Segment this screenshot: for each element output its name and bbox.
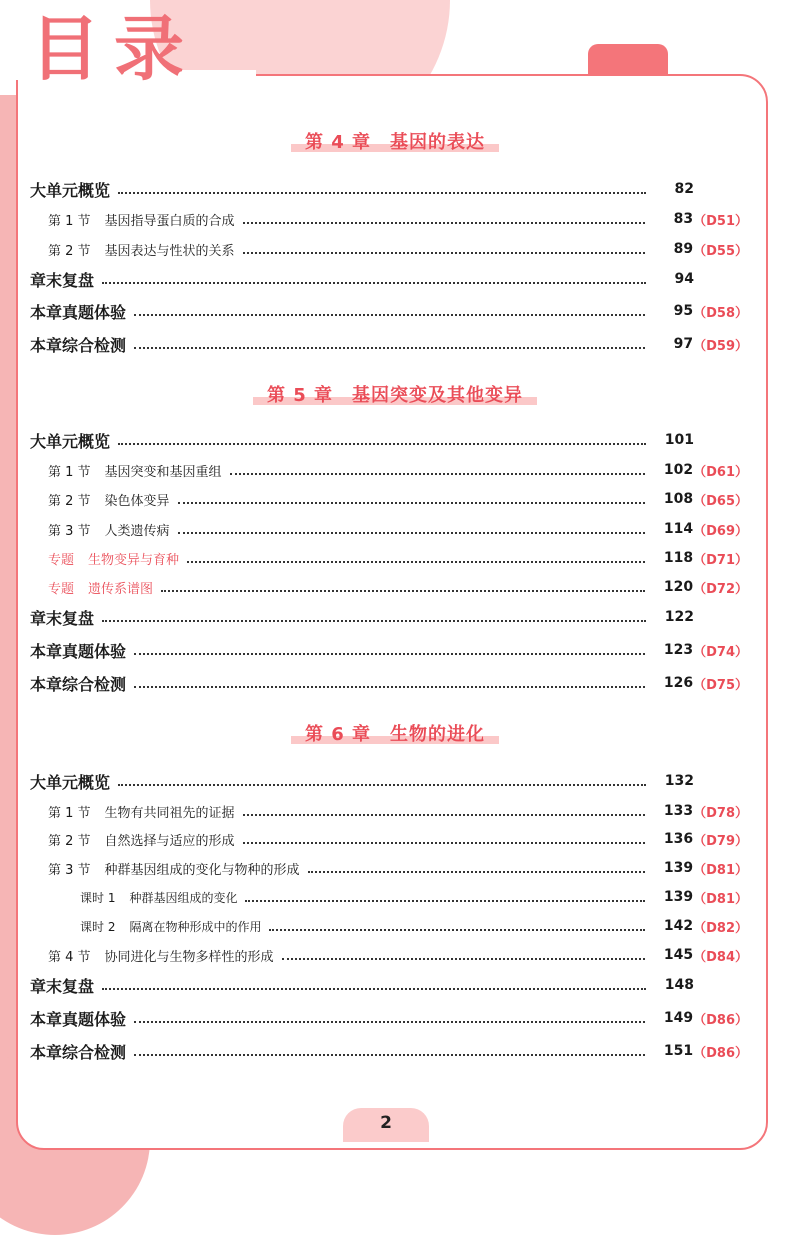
page-ref: 108 <box>663 491 694 507</box>
section-title: 章末复盘 <box>30 270 95 290</box>
dot-leader <box>134 314 645 316</box>
page-ref: 101 <box>664 432 694 448</box>
section-title: 遗传系谱图 <box>88 581 154 597</box>
toc-entry[interactable] <box>30 1005 748 1031</box>
answer-page-ref: （D78） <box>693 805 748 821</box>
toc-entry-label <box>30 946 274 965</box>
section-title: 协同进化与生物多样性的形成 <box>104 949 274 965</box>
toc-entry[interactable] <box>30 637 748 663</box>
page-ref: 122 <box>664 609 694 625</box>
toc-entry[interactable] <box>30 798 748 824</box>
toc-entry-label <box>30 490 170 509</box>
section-title: 章末复盘 <box>30 608 95 628</box>
page-ref: 94 <box>674 271 694 287</box>
answer-page-ref: （D81） <box>693 862 748 878</box>
dot-leader <box>134 1054 645 1056</box>
chapter-title <box>0 132 790 153</box>
toc-entry-label <box>30 300 126 323</box>
answer-page-ref: （D86） <box>693 1045 748 1061</box>
answer-page-ref: （D82） <box>693 920 748 936</box>
section-number: 第 1 节 <box>48 805 91 821</box>
section-number: 第 1 节 <box>48 213 91 229</box>
dot-leader <box>187 561 645 563</box>
toc-entry[interactable] <box>30 236 748 262</box>
toc-entry[interactable] <box>30 913 748 939</box>
answer-page-ref: （D79） <box>693 833 748 849</box>
toc-entry[interactable] <box>30 176 748 202</box>
answer-page-ref: （D55） <box>693 243 748 259</box>
toc-entry[interactable] <box>30 1038 748 1064</box>
section-title: 本章真题体验 <box>30 302 127 322</box>
section-title: 大单元概览 <box>30 431 111 451</box>
toc-entry-label <box>30 672 126 695</box>
dot-leader <box>161 590 645 592</box>
page-ref: 114 <box>663 521 694 537</box>
page-ref: 151 <box>663 1043 694 1059</box>
toc-entry-label <box>30 178 110 201</box>
toc-entry[interactable] <box>30 331 748 357</box>
toc-entry[interactable] <box>30 855 748 881</box>
section-title: 生物变异与育种 <box>88 552 180 568</box>
dot-leader <box>118 443 646 445</box>
dot-leader <box>134 686 645 688</box>
page-ref: 139 <box>663 889 694 905</box>
answer-page-ref: （D58） <box>693 305 748 321</box>
section-number: 专题 <box>48 552 75 568</box>
section-number: 第 2 节 <box>48 243 91 259</box>
section-title: 大单元概览 <box>30 180 111 200</box>
toc-entry[interactable] <box>30 574 748 600</box>
section-number: 课时 1 <box>80 890 116 905</box>
page-title: 目录 <box>30 8 198 90</box>
toc-entry-label <box>30 918 261 935</box>
toc-entry[interactable] <box>30 427 748 453</box>
toc-entry[interactable] <box>30 266 748 292</box>
toc-entry-label <box>30 1040 126 1063</box>
section-title: 本章真题体验 <box>30 1009 127 1029</box>
toc-entry-label <box>30 770 110 793</box>
chapter-title-text: 第 4 章 基因的表达 <box>291 134 499 152</box>
toc-entry-label <box>30 859 300 878</box>
dot-leader <box>102 988 646 990</box>
dot-leader <box>243 222 646 224</box>
dot-leader <box>102 282 646 284</box>
toc-entry-label <box>30 578 153 597</box>
answer-page-ref: （D69） <box>693 523 748 539</box>
answer-page-ref: （D75） <box>693 677 748 693</box>
dot-leader <box>245 900 645 902</box>
section-number: 第 4 节 <box>48 949 91 965</box>
toc-entry[interactable] <box>30 457 748 483</box>
page-ref: 145 <box>663 947 694 963</box>
page-ref: 139 <box>663 860 694 876</box>
dot-leader <box>134 347 645 349</box>
toc-entry-label <box>30 549 179 568</box>
dot-leader <box>308 871 646 873</box>
answer-page-ref: （D71） <box>693 552 748 568</box>
chapter-title <box>0 385 790 406</box>
section-title: 章末复盘 <box>30 976 95 996</box>
section-title: 本章综合检测 <box>30 1042 127 1062</box>
section-title: 人类遗传病 <box>104 523 170 539</box>
answer-page-ref: （D61） <box>693 464 748 480</box>
toc-entry[interactable] <box>30 942 748 968</box>
toc-entry-label <box>30 974 94 997</box>
page-ref: 133 <box>663 803 694 819</box>
toc-entry-label <box>30 1007 126 1030</box>
toc-entry-label <box>30 830 235 849</box>
section-title: 自然选择与适应的形成 <box>104 833 235 849</box>
page-ref: 136 <box>663 831 694 847</box>
toc-entry-label <box>30 210 235 229</box>
section-title: 染色体变异 <box>104 493 170 509</box>
toc-entry[interactable] <box>30 486 748 512</box>
section-title: 种群基因组成的变化与物种的形成 <box>104 862 300 878</box>
answer-page-ref: （D59） <box>693 338 748 354</box>
toc-entry[interactable] <box>30 972 748 998</box>
toc-entry[interactable] <box>30 206 748 232</box>
toc-entry[interactable] <box>30 826 748 852</box>
page-ref: 118 <box>663 550 694 566</box>
answer-page-ref: （D81） <box>693 891 748 907</box>
section-number: 第 1 节 <box>48 464 91 480</box>
chapter-title <box>0 724 790 745</box>
toc-entry-label <box>30 333 126 356</box>
toc-entry-label <box>30 461 222 480</box>
page-ref: 83 <box>673 211 694 227</box>
toc-entry[interactable] <box>30 670 748 696</box>
chapter-title-text: 第 6 章 生物的进化 <box>291 726 499 744</box>
toc-entry-label <box>30 240 235 259</box>
section-title: 基因指导蛋白质的合成 <box>104 213 235 229</box>
dot-leader <box>118 784 646 786</box>
section-title: 种群基因组成的变化 <box>129 890 238 905</box>
section-number: 专题 <box>48 581 75 597</box>
toc-entry[interactable] <box>30 768 748 794</box>
page-number: 2 <box>380 1113 392 1133</box>
toc-entry-label <box>30 606 94 629</box>
page-ref: 120 <box>663 579 694 595</box>
toc-entry-label <box>30 268 94 291</box>
section-number: 第 2 节 <box>48 493 91 509</box>
section-number: 第 3 节 <box>48 862 91 878</box>
toc-entry[interactable] <box>30 545 748 571</box>
section-number: 课时 2 <box>80 919 116 934</box>
dot-leader <box>282 958 646 960</box>
section-title: 本章综合检测 <box>30 674 127 694</box>
answer-page-ref: （D84） <box>693 949 748 965</box>
dot-leader <box>243 814 646 816</box>
page-ref: 97 <box>673 336 694 352</box>
page-ref: 102 <box>663 462 694 478</box>
section-number: 第 2 节 <box>48 833 91 849</box>
dot-leader <box>178 532 646 534</box>
dot-leader <box>230 473 646 475</box>
dot-leader <box>269 929 645 931</box>
answer-page-ref: （D65） <box>693 493 748 509</box>
page-ref: 123 <box>663 642 694 658</box>
toc-entry-label <box>30 639 126 662</box>
page-ref: 82 <box>674 181 694 197</box>
section-title: 本章真题体验 <box>30 641 127 661</box>
section-title: 基因突变和基因重组 <box>104 464 222 480</box>
section-title: 基因表达与性状的关系 <box>104 243 235 259</box>
page-ref: 132 <box>664 773 694 789</box>
page-ref: 126 <box>663 675 694 691</box>
toc-entry[interactable] <box>30 884 748 910</box>
answer-page-ref: （D72） <box>693 581 748 597</box>
section-title: 隔离在物种形成中的作用 <box>129 919 262 934</box>
section-title: 大单元概览 <box>30 772 111 792</box>
page-ref: 95 <box>673 303 694 319</box>
section-title: 生物有共同祖先的证据 <box>104 805 235 821</box>
answer-page-ref: （D74） <box>693 644 748 660</box>
toc-entry[interactable] <box>30 516 748 542</box>
chapter-title-text: 第 5 章 基因突变及其他变异 <box>253 387 537 405</box>
answer-page-ref: （D51） <box>693 213 748 229</box>
page-ref: 142 <box>663 918 694 934</box>
toc-entry[interactable] <box>30 604 748 630</box>
section-number: 第 3 节 <box>48 523 91 539</box>
answer-page-ref: （D86） <box>693 1012 748 1028</box>
dot-leader <box>243 252 646 254</box>
dot-leader <box>134 1021 645 1023</box>
dot-leader <box>134 653 645 655</box>
toc-entry-label <box>30 520 170 539</box>
dot-leader <box>118 192 646 194</box>
toc-entry[interactable] <box>30 298 748 324</box>
section-title: 本章综合检测 <box>30 335 127 355</box>
page-ref: 149 <box>663 1010 694 1026</box>
toc-entry-label <box>30 802 235 821</box>
toc-entry-label <box>30 889 237 906</box>
dot-leader <box>178 502 646 504</box>
page-ref: 89 <box>673 241 694 257</box>
page-ref: 148 <box>664 977 694 993</box>
dot-leader <box>102 620 646 622</box>
dot-leader <box>243 842 646 844</box>
toc-entry-label <box>30 429 110 452</box>
